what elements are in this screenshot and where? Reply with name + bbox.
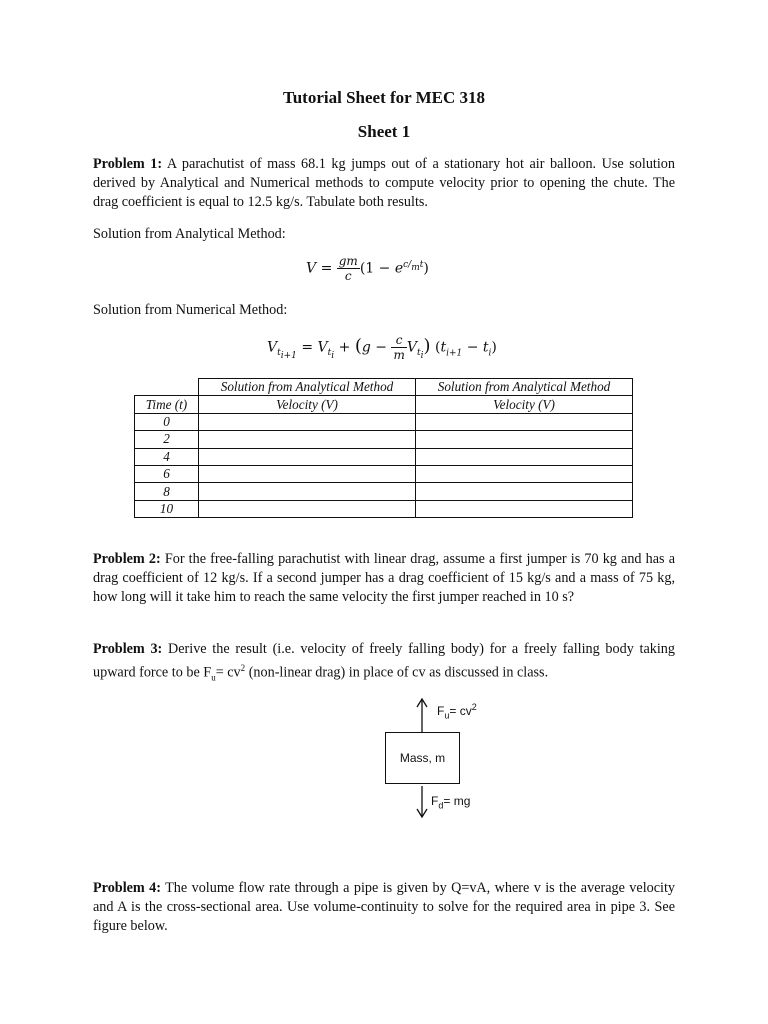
upward-force-sup: 2 [471, 702, 477, 712]
analytical-velocity-cell [199, 483, 416, 500]
time-cell: 10 [135, 500, 199, 517]
numerical-equation: $V_{t_{i+1}} = V_{t_i} + (g$ − $\frac{c}{m}$ $V_{t_i}$) $(t_{i+1} - t_i)$ [267, 333, 497, 362]
table-row [135, 448, 633, 465]
table-header-row-1 [135, 379, 633, 396]
analytical-heading: Solution from Analytical Method: [93, 226, 286, 242]
second-velocity-header: Velocity (V) [416, 396, 633, 413]
analytical-velocity-cell [199, 413, 416, 430]
second-velocity-cell [416, 413, 633, 430]
analytical-velocity-cell [199, 500, 416, 517]
table-row [135, 413, 633, 430]
time-column-header: Time (t) [135, 396, 199, 413]
table-row [135, 465, 633, 482]
page-title: Tutorial Sheet for MEC 318 [282, 88, 486, 107]
problem-1-label: Problem 1: [93, 156, 163, 172]
results-table [134, 378, 633, 518]
problem-3-sup: 2 [240, 663, 246, 674]
problem-2-label: Problem 2: [93, 551, 161, 567]
upward-force-rhs: = cv [449, 704, 472, 718]
problem-2-text: For the free-falling parachutist with linear drag, assume a first jumper is 70 kg and has a drag coefficient of 12 kg/s. If a second jumper has a drag coefficient of 15 kg/s and a mass of 75 kg, how long will it take him to reach the same velocity the first jumper reached in 10 s? [93, 551, 675, 606]
problem-3-text-before: Derive the result (i.e. velocity of freely falling body) for a freely falling body taking upward force to be F [93, 641, 675, 681]
downward-force-symbol: F [431, 794, 439, 808]
table-row [135, 483, 633, 500]
analytical-velocity-header: Velocity (V) [199, 396, 416, 413]
analytical-velocity-cell [199, 465, 416, 482]
analytical-equation: V = $\frac{gm}{c}$ $(1 - e^{c/_mt})$ [306, 254, 429, 283]
problem-1 [93, 155, 675, 213]
problem-1-text: A parachutist of mass 68.1 kg jumps out of a stationary hot air balloon. Use solution derived by Analytical and Numerical methods to compute velocity prior to opening the chute. The drag coefficient is equal to 12.5 kg/s. Tabulate both results. [93, 156, 675, 211]
mass-label: Mass, m [399, 751, 446, 765]
second-velocity-cell [416, 448, 633, 465]
mass-box [385, 732, 460, 784]
downward-force-rhs: = mg [443, 794, 471, 808]
second-column-header: Solution from Analytical Method [416, 379, 633, 396]
problem-3-label: Problem 3: [93, 641, 163, 657]
problem-3-sub: u [211, 672, 216, 683]
problem-3-text-after: (non-linear drag) in place of cv as discussed in class. [245, 664, 549, 681]
upward-force-symbol: F [437, 704, 445, 718]
second-velocity-cell [416, 483, 633, 500]
upward-force-label [437, 702, 477, 720]
time-cell: 4 [135, 448, 199, 465]
analytical-velocity-cell [199, 448, 416, 465]
table-row [135, 431, 633, 448]
analytical-column-header: Solution from Analytical Method [199, 379, 416, 396]
downward-force-label [431, 794, 470, 810]
table-corner-cell [135, 379, 199, 396]
analytical-velocity-cell [199, 431, 416, 448]
second-velocity-cell [416, 431, 633, 448]
time-cell: 6 [135, 465, 199, 482]
upward-force-sub: u [444, 710, 450, 721]
time-cell: 2 [135, 431, 199, 448]
page-subtitle: Sheet 1 [357, 122, 411, 141]
free-body-diagram [380, 696, 500, 820]
problem-4-text: The volume flow rate through a pipe is given by Q=vA, where v is the average velocity and A is the cross-sectional area. Use volume-continuity to solve for the required area in pipe 3. See figure below. [93, 880, 676, 935]
second-velocity-cell [416, 500, 633, 517]
table-row [135, 500, 633, 517]
problem-4-label: Problem 4: [93, 880, 161, 896]
time-cell: 0 [135, 413, 199, 430]
problem-3-text-mid: = cv [215, 664, 241, 681]
time-cell: 8 [135, 483, 199, 500]
numerical-heading: Solution from Numerical Method: [93, 302, 288, 318]
problem-3 [93, 640, 675, 688]
problem-4 [93, 879, 675, 937]
problem-2 [93, 550, 675, 608]
table-header-row-2 [135, 396, 633, 413]
second-velocity-cell [416, 465, 633, 482]
downward-force-sub: d [438, 800, 444, 811]
